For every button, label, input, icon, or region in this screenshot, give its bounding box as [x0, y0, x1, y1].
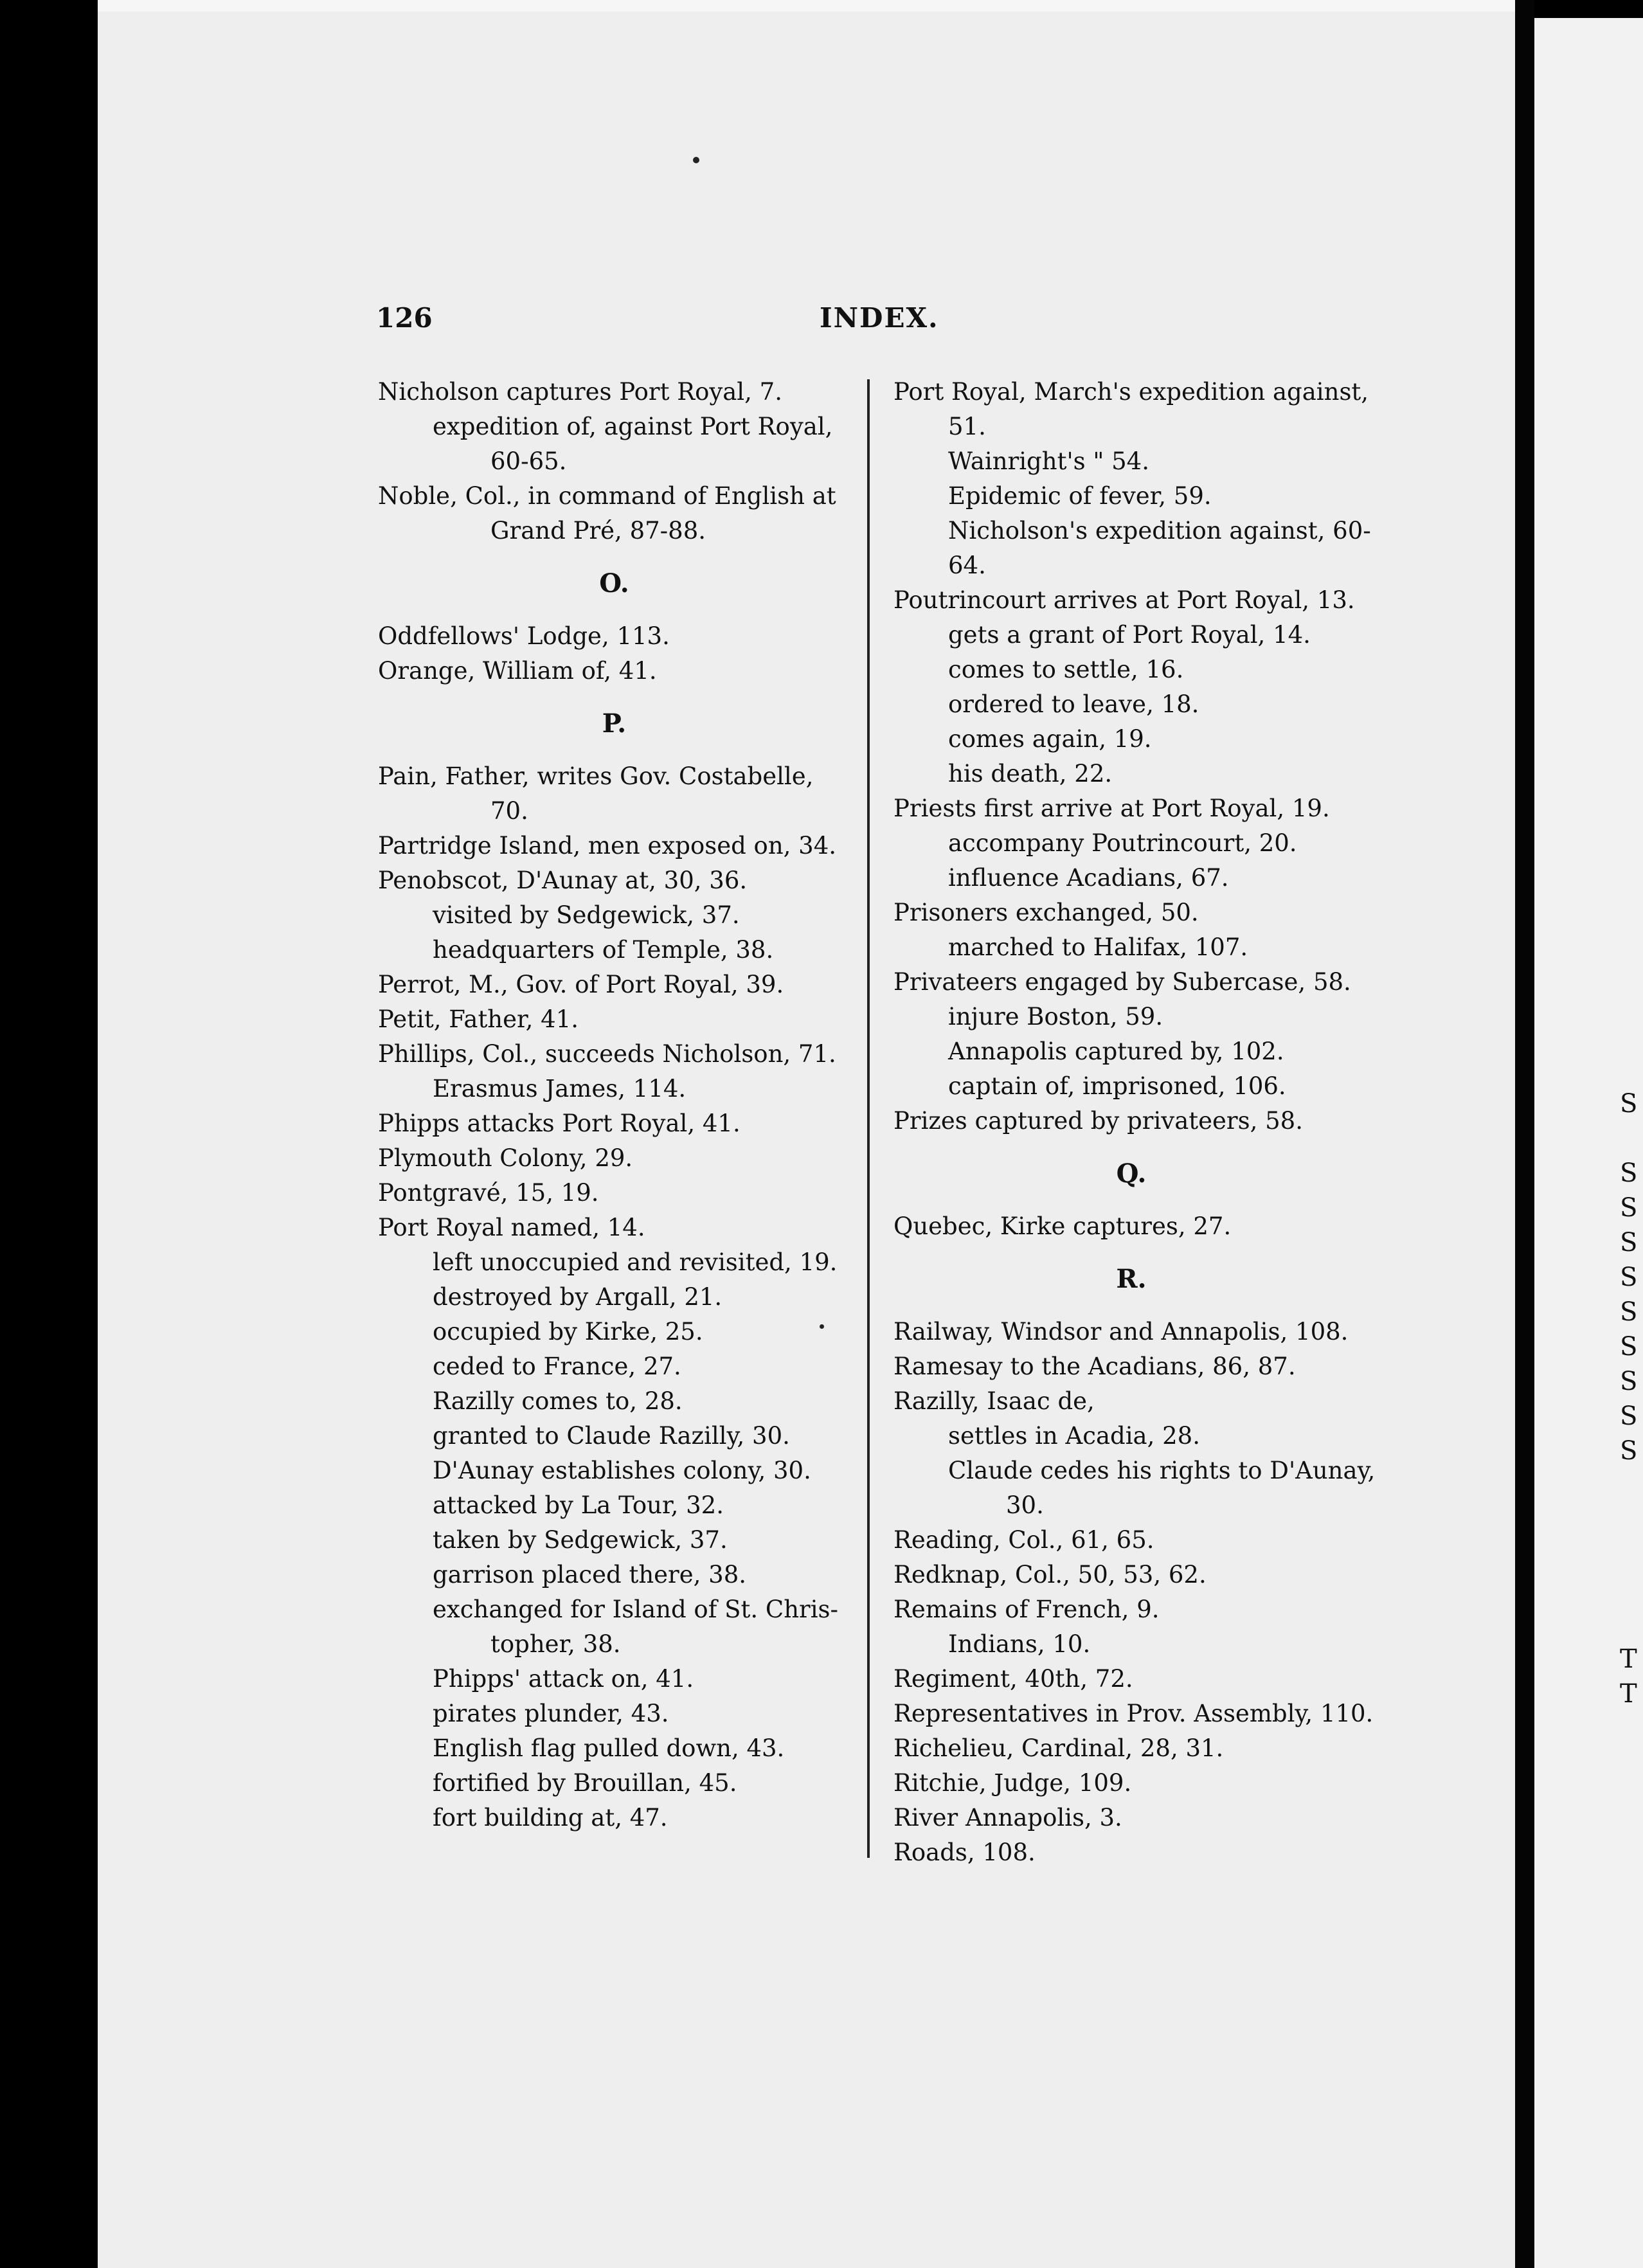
index-entry: Regiment, 40th, 72.: [893, 1665, 1133, 1693]
index-entry: Poutrincourt arrives at Port Royal, 13.: [893, 586, 1355, 614]
index-entry: exchanged for Island of St. Chris-: [433, 1596, 839, 1623]
index-entry: Remains of French, 9.: [893, 1596, 1160, 1623]
index-entry: River Annapolis, 3.: [893, 1804, 1122, 1832]
index-entry: comes to settle, 16.: [948, 656, 1184, 683]
index-entry: Port Royal named, 14.: [378, 1214, 645, 1241]
index-entry: Ramesay to the Acadians, 86, 87.: [893, 1353, 1296, 1380]
index-entry: English flag pulled down, 43.: [433, 1734, 785, 1762]
index-entry: Port Royal, March's expedition against,: [893, 378, 1369, 406]
index-entry: Noble, Col., in command of English at: [378, 482, 836, 510]
index-entry: Phipps attacks Port Royal, 41.: [378, 1110, 741, 1137]
page-header: [376, 302, 1231, 341]
index-column-right: [893, 375, 1376, 1870]
margin-letter: S: [1620, 1332, 1638, 1362]
page-number: 126: [376, 302, 433, 334]
index-entry: Petit, Father, 41.: [378, 1005, 579, 1033]
running-title: INDEX.: [820, 302, 939, 334]
margin-letter: S: [1620, 1263, 1638, 1292]
index-entry: Annapolis captured by, 102.: [948, 1038, 1284, 1065]
margin-letter: S: [1620, 1436, 1638, 1466]
index-entry: 30.: [1006, 1491, 1044, 1519]
index-entry: Prisoners exchanged, 50.: [893, 899, 1199, 926]
index-entry: visited by Sedgewick, 37.: [433, 901, 740, 929]
index-entry: gets a grant of Port Royal, 14.: [948, 621, 1311, 649]
book-spine: [1515, 0, 1534, 2268]
index-entry: influence Acadians, 67.: [948, 864, 1229, 892]
index-entry: 70.: [490, 797, 528, 825]
index-entry: Ritchie, Judge, 109.: [893, 1769, 1132, 1797]
index-entry: garrison placed there, 38.: [433, 1561, 746, 1589]
index-entry: Claude cedes his rights to D'Aunay,: [948, 1457, 1376, 1484]
index-entry: expedition of, against Port Royal,: [433, 413, 833, 440]
index-entry: pirates plunder, 43.: [433, 1700, 669, 1727]
margin-letter: S: [1620, 1367, 1638, 1396]
index-entry: injure Boston, 59.: [948, 1003, 1163, 1030]
index-entry: captain of, imprisoned, 106.: [948, 1072, 1286, 1100]
index-entry: accompany Poutrincourt, 20.: [948, 829, 1297, 857]
index-entry: his death, 22.: [948, 760, 1113, 788]
index-entry: 60-65.: [490, 447, 567, 475]
index-entry: fort building at, 47.: [433, 1804, 668, 1832]
index-entry: Phipps' attack on, 41.: [433, 1665, 694, 1693]
index-entry: Nicholson captures Port Royal, 7.: [378, 378, 782, 406]
index-entry: Nicholson's expedition against, 60-: [948, 517, 1371, 544]
index-entry: Plymouth Colony, 29.: [378, 1144, 633, 1172]
index-entry: Roads, 108.: [893, 1839, 1036, 1866]
index-entry: Prizes captured by privateers, 58.: [893, 1107, 1303, 1135]
index-entry: Indians, 10.: [948, 1630, 1091, 1658]
index-entry: granted to Claude Razilly, 30.: [433, 1422, 790, 1450]
column-divider: [867, 379, 870, 1858]
index-entry: Perrot, M., Gov. of Port Royal, 39.: [378, 971, 784, 998]
page-top-edge: [98, 0, 1515, 12]
index-letter-heading: O.: [599, 568, 629, 598]
facing-page-margin-letters: [1620, 1086, 1637, 1711]
margin-letter: S: [1620, 1193, 1638, 1223]
index-entry: Razilly comes to, 28.: [433, 1387, 683, 1415]
index-entry: Orange, William of, 41.: [378, 657, 657, 685]
index-entry: Erasmus James, 114.: [433, 1075, 687, 1102]
index-entry: Wainright's " 54.: [948, 447, 1149, 475]
index-letter-heading: R.: [1116, 1264, 1147, 1294]
index-entry: Epidemic of fever, 59.: [948, 482, 1212, 510]
index-entry: left unoccupied and revisited, 19.: [433, 1248, 838, 1276]
margin-letter: T: [1620, 1644, 1637, 1674]
index-entry: Richelieu, Cardinal, 28, 31.: [893, 1734, 1224, 1762]
index-entry: headquarters of Temple, 38.: [433, 936, 774, 964]
index-entry: Redknap, Col., 50, 53, 62.: [893, 1561, 1207, 1589]
index-entry: Priests first arrive at Port Royal, 19.: [893, 795, 1330, 822]
index-entry: 64.: [948, 552, 986, 579]
margin-letter: S: [1620, 1089, 1638, 1119]
margin-letter: S: [1620, 1228, 1638, 1257]
index-entry: topher, 38.: [490, 1630, 621, 1658]
index-entry: D'Aunay establishes colony, 30.: [433, 1457, 811, 1484]
index-entry: Grand Pré, 87-88.: [490, 517, 706, 544]
index-entry: Railway, Windsor and Annapolis, 108.: [893, 1318, 1349, 1346]
index-letter-heading: Q.: [1116, 1158, 1147, 1189]
index-entry: Oddfellows' Lodge, 113.: [378, 622, 670, 650]
index-entry: Privateers engaged by Subercase, 58.: [893, 968, 1351, 996]
margin-letter: T: [1620, 1679, 1637, 1709]
index-entry: Phillips, Col., succeeds Nicholson, 71.: [378, 1040, 836, 1068]
index-entry: occupied by Kirke, 25.: [433, 1318, 703, 1346]
margin-letter: S: [1620, 1158, 1638, 1188]
index-letter-heading: P.: [602, 708, 627, 739]
index-entry: 51.: [948, 413, 986, 440]
index-entry: Pain, Father, writes Gov. Costabelle,: [378, 762, 814, 790]
index-entry: Pontgravé, 15, 19.: [378, 1179, 599, 1207]
index-entry: Razilly, Isaac de,: [893, 1387, 1095, 1415]
index-entry: Representatives in Prov. Assembly, 110.: [893, 1700, 1374, 1727]
margin-letter: S: [1620, 1297, 1638, 1327]
index-entry: settles in Acadia, 28.: [948, 1422, 1200, 1450]
index-entry: fortified by Brouillan, 45.: [433, 1769, 737, 1797]
index-entry: taken by Sedgewick, 37.: [433, 1526, 728, 1554]
index-entry: destroyed by Argall, 21.: [433, 1283, 723, 1311]
ink-speck: [693, 157, 699, 163]
index-entry: ceded to France, 27.: [433, 1353, 681, 1380]
index-entry: attacked by La Tour, 32.: [433, 1491, 724, 1519]
index-column-left: [378, 375, 850, 1835]
margin-letter: S: [1620, 1401, 1638, 1431]
index-entry: Quebec, Kirke captures, 27.: [893, 1212, 1232, 1240]
index-entry: Partridge Island, men exposed on, 34.: [378, 832, 837, 860]
index-entry: ordered to leave, 18.: [948, 690, 1199, 718]
index-entry: comes again, 19.: [948, 725, 1152, 753]
index-entry: Penobscot, D'Aunay at, 30, 36.: [378, 867, 748, 894]
index-entry: Reading, Col., 61, 65.: [893, 1526, 1154, 1554]
index-entry: marched to Halifax, 107.: [948, 933, 1248, 961]
